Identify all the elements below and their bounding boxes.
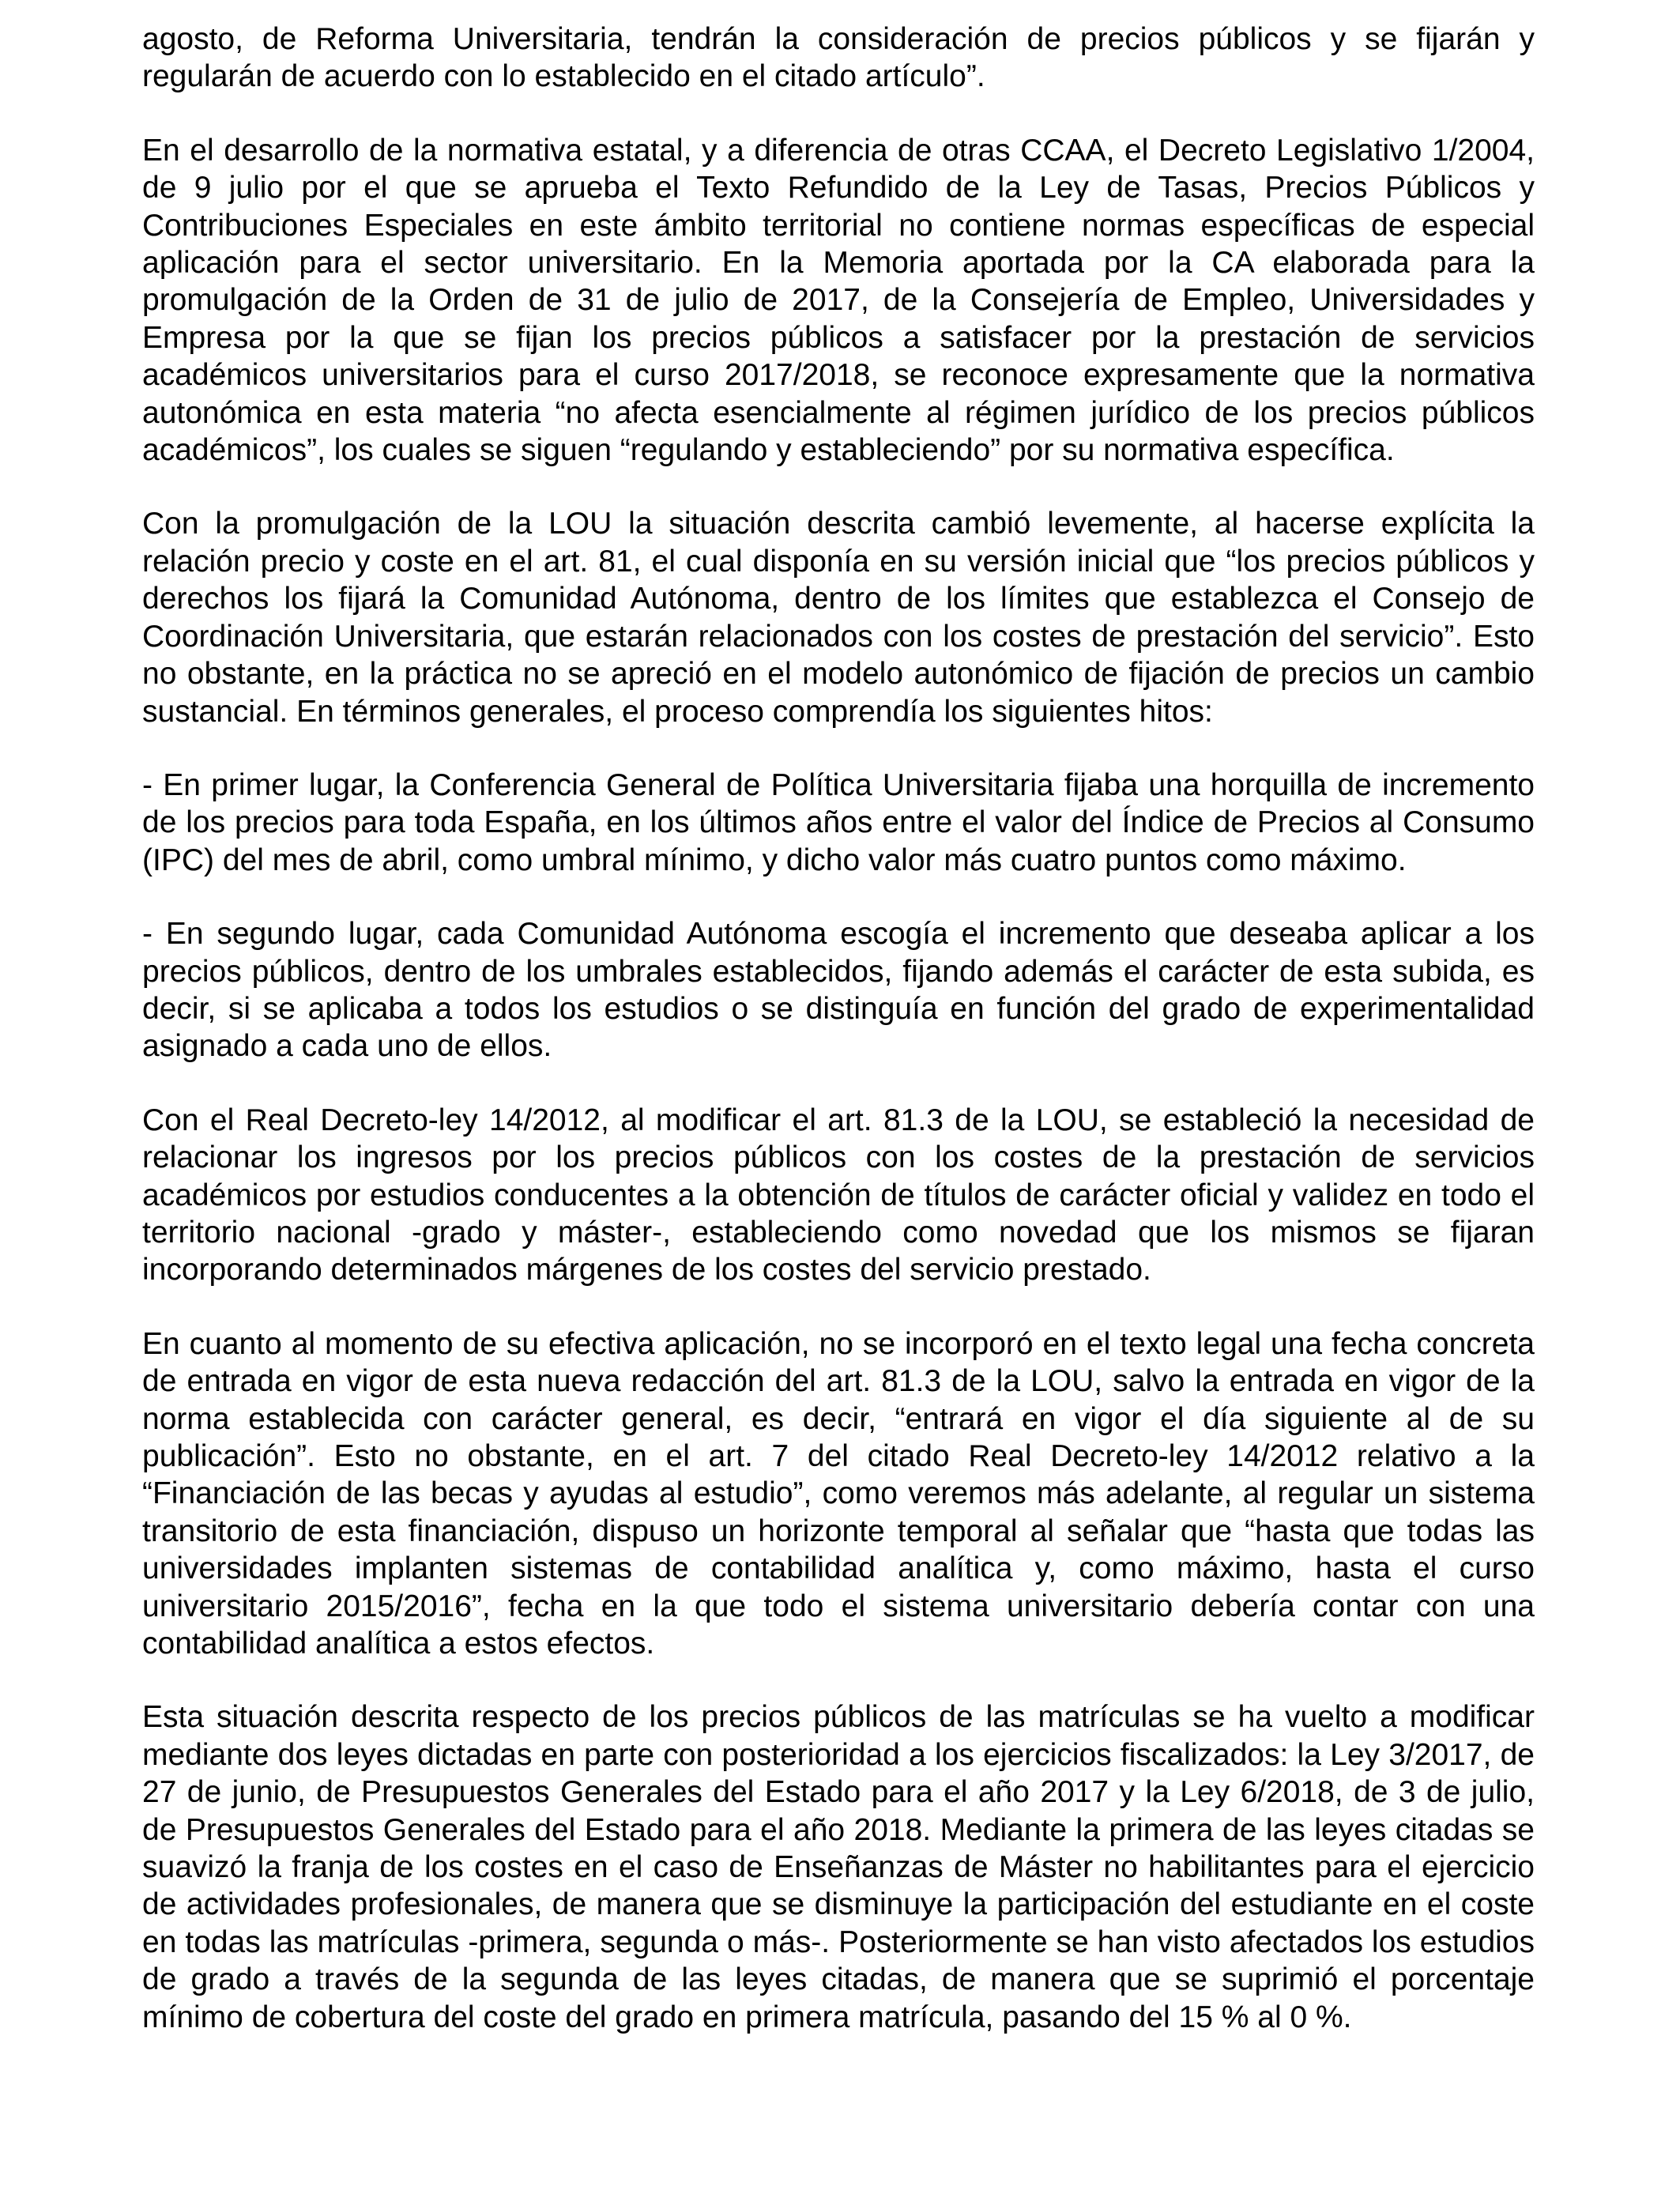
- paragraph-4-list-item: - En primer lugar, la Conferencia General de Política Universitaria fijaba una horquilla de incremento de los precios para toda España, en los últimos años entre el valor del Índice de Precios al Consumo (IPC) del mes de abril, como umbral mínimo, y dicho valor más cuatro puntos como máximo.: [142, 767, 1535, 877]
- paragraph-5-list-item: - En segundo lugar, cada Comunidad Autónoma escogía el incremento que deseaba aplicar a los precios públicos, dentro de los umbrales establecidos, fijando además el carácter de esta subida, es decir, si se aplicaba a todos los estudios o se distinguía en función del grado de experimentalidad asignado a cada uno de ellos.: [142, 917, 1535, 1064]
- paragraph-6: Con el Real Decreto-ley 14/2012, al modificar el art. 81.3 de la LOU, se estableció la necesidad de relacionar los ingresos por los precios públicos con los costes de la prestación de servicios académicos por estudios conducentes a la obtención de títulos de carácter oficial y validez en todo el territorio nacional -grado y máster-, estableciendo como novedad que los mismos se fijaran incorporando determinados márgenes de los costes del servicio prestado.: [142, 1103, 1535, 1287]
- document-page: [142, 21, 1535, 2072]
- paragraph-1: agosto, de Reforma Universitaria, tendrán la consideración de precios públicos y se fijarán y regularán de acuerdo con lo establecido en el citado artículo”.: [142, 22, 1535, 94]
- paragraph-8: Esta situación descrita respecto de los precios públicos de las matrículas se ha vuelto a modificar mediante dos leyes dictadas en parte con posterioridad a los ejercicios fiscalizados: la Ley 3/2017, de 27 de junio, de Presupuestos Generales del Estado para el año 2017 y la Ley 6/2018, de 3 de julio, de Presupuestos Generales del Estado para el año 2018. Mediante la primera de las leyes citadas se suavizó la franja de los costes en el caso de Enseñanzas de Máster no habilitantes para el ejercicio de actividades profesionales, de manera que se disminuye la participación del estudiante en el coste en todas las matrículas -primera, segunda o más-. Posteriormente se han visto afectados los estudios de grado a través de la segunda de las leyes citadas, de manera que se suprimió el porcentaje mínimo de cobertura del coste del grado en primera matrícula, pasando del 15 % al 0 %.: [142, 1700, 1535, 2034]
- paragraph-2: En el desarrollo de la normativa estatal, y a diferencia de otras CCAA, el Decreto Legislativo 1/2004, de 9 julio por el que se aprueba el Texto Refundido de la Ley de Tasas, Precios Públicos y Contribuciones Especiales en este ámbito territorial no contiene normas específicas de especial aplicación para el sector universitario. En la Memoria aportada por la CA elaborada para la promulgación de la Orden de 31 de julio de 2017, de la Consejería de Empleo, Universidades y Empresa por la que se fijan los precios públicos a satisfacer por la prestación de servicios académicos universitarios para el curso 2017/2018, se reconoce expresamente que la normativa autonómica en esta materia “no afecta esencialmente al régimen jurídico de los precios públicos académicos”, los cuales se siguen “regulando y estableciendo” por su normativa específica.: [142, 133, 1535, 468]
- paragraph-3: Con la promulgación de la LOU la situación descrita cambió levemente, al hacerse explícita la relación precio y coste en el art. 81, el cual disponía en su versión inicial que “los precios públicos y derechos los fijará la Comunidad Autónoma, dentro de los límites que establezca el Consejo de Coordinación Universitaria, que estarán relacionados con los costes de prestación del servicio”. Esto no obstante, en la práctica no se apreció en el modelo autonómico de fijación de precios un cambio sustancial. En términos generales, el proceso comprendía los siguientes hitos:: [142, 507, 1535, 729]
- paragraph-7: En cuanto al momento de su efectiva aplicación, no se incorporó en el texto legal una fecha concreta de entrada en vigor de esta nueva redacción del art. 81.3 de la LOU, salvo la entrada en vigor de la norma establecida con carácter general, es decir, “entrará en vigor el día siguiente al de su publicación”. Esto no obstante, en el art. 7 del citado Real Decreto-ley 14/2012 relativo a la “Financiación de las becas y ayudas al estudio”, como veremos más adelante, al regular un sistema transitorio de esta financiación, dispuso un horizonte temporal al señalar que “hasta que todas las universidades implanten sistemas de contabilidad analítica y, como máximo, hasta el curso universitario 2015/2016”, fecha en la que todo el sistema universitario debería contar con una contabilidad analítica a estos efectos.: [142, 1326, 1535, 1661]
